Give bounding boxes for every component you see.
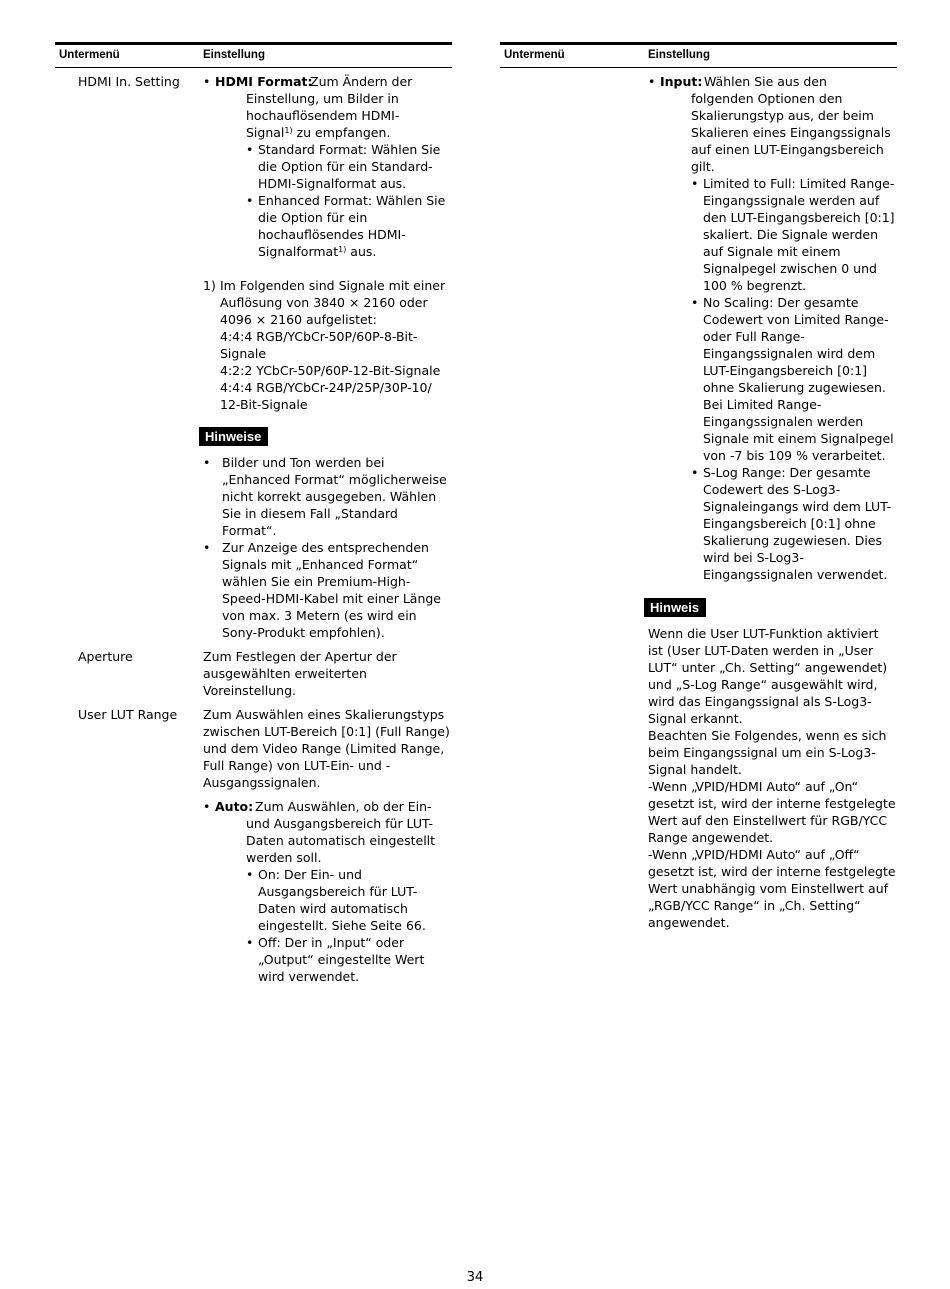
- list-item-on: • On: Der Ein- und Ausgangsbereich für LUT-Daten wird automatisch eingestellt. Siehe Seite 66.: [246, 867, 426, 933]
- footnote-line1: 4:4:4 RGB/YCbCr-50P/60P-8-Bit-Signale: [220, 329, 418, 361]
- submenu-aperture: Aperture: [78, 649, 133, 664]
- list-item-off: • Off: Der in „Input“ oder „Output“ eingestellte Wert wird verwendet.: [246, 935, 425, 984]
- table-row-aperture: [55, 648, 452, 699]
- list-item-input: • Input: Wählen Sie aus den folgenden Optionen den Skalierungstyp aus, der beim Skalieren eines Eingangssignals auf einen LUT-Eingangsbereich gilt.: [648, 73, 897, 175]
- hdmi-format-line2: Einstellung, um Bilder in: [246, 91, 399, 106]
- hdmi-format-line4: Signal$^{1)}$ zu empfangen.: [246, 125, 391, 140]
- table-header: [55, 42, 452, 68]
- term-input: Input:: [660, 74, 703, 89]
- setting-hdmi: [203, 73, 452, 641]
- page-number: 34: [466, 1270, 484, 1285]
- table-row-user-lut: [55, 706, 452, 985]
- setting-user-lut: [203, 706, 452, 985]
- input-rest: folgenden Optionen den Skalierungstyp aus, der beim Skalieren eines Eingangssignals auf einen LUT-Eingangsbereich gilt.: [691, 91, 891, 174]
- standard-format-text: Standard Format: Wählen Sie die Option für ein Standard-HDMI-Signalformat aus.: [258, 142, 441, 191]
- note-paragraph: -Wenn „VPID/HDMI Auto“ auf „Off“ gesetzt ist, wird der interne festgelegte Wert unabhängig vom Einstellwert auf „RGB/YCC Range“ in „Ch. Setting“ angewendet.: [648, 847, 896, 930]
- footnote-text: Im Folgenden sind Signale mit einer Auflösung von 3840 × 2160 oder 4096 × 2160 aufgelistet:: [220, 278, 446, 327]
- table-header: [500, 42, 897, 68]
- list-item-no-scaling: • No Scaling: Der gesamte Codewert von Limited Range- oder Full Range-Eingangssignalen wird dem LUT-Eingangsbereich [0:1] ohne Skalierung zugewiesen. Bei Limited Range-Eingangssignalen werden Signale mit einem Signalpegel von -7 bis 109 % verarbeitet.: [691, 295, 894, 463]
- list-item-standard-format: • Standard Format: Wählen Sie die Option für ein Standard-HDMI-Signalformat aus.: [246, 142, 441, 191]
- hdmi-format-line1: Zum Ändern der: [310, 74, 413, 89]
- left-column: [55, 42, 452, 985]
- term-hdmi-format: HDMI Format:: [215, 74, 313, 89]
- setting-user-lut-cont: [648, 73, 897, 931]
- submenu-user-lut: User LUT Range: [78, 707, 178, 722]
- input-line1: Wählen Sie aus den: [704, 74, 827, 89]
- header-submenu: Untermenü: [59, 49, 120, 61]
- hdmi-format-line3: hochauflösendem HDMI-: [246, 108, 400, 123]
- list-item-hdmi-format: • HDMI Format: Zum Ändern der Einstellung, um Bilder in hochauflösendem HDMI- Signal$^{1)}$ zu empfangen.: [203, 73, 452, 141]
- submenu-hdmi: HDMI In. Setting: [78, 74, 180, 89]
- list-item-slog-range: • S-Log Range: Der gesamte Codewert des S-Log3-Signaleingangs wird dem LUT-Eingangsbereich [0:1] ohne Skalierung zugewiesen. Dies wird bei S-Log3-Eingangssignalen verwendet.: [691, 465, 892, 582]
- header-setting: Einstellung: [203, 49, 265, 61]
- setting-aperture: Zum Festlegen der Apertur der ausgewählten erweiterten Voreinstellung.: [203, 649, 397, 698]
- auto-rest: und Ausgangsbereich für LUT-Daten automatisch eingestellt werden soll.: [246, 816, 436, 865]
- enhanced-format-text: Enhanced Format: Wählen Sie die Option für ein hochauflösendes HDMI-Signalformat: [258, 193, 446, 259]
- list-item-auto: • Auto: Zum Auswählen, ob der Ein- und Ausgangsbereich für LUT-Daten automatisch eingestellt werden soll.: [203, 798, 452, 866]
- auto-line1: Zum Auswählen, ob der Ein-: [255, 799, 432, 814]
- right-column: [500, 42, 897, 931]
- header-submenu: Untermenü: [504, 49, 565, 61]
- footnote-line3: 4:4:4 RGB/YCbCr-24P/25P/30P-10/ 12-Bit-Signale: [220, 380, 432, 412]
- header-setting: Einstellung: [648, 49, 710, 61]
- table-row-user-lut-cont: [500, 73, 897, 931]
- footnote-1: 1) Im Folgenden sind Signale mit einer Auflösung von 3840 × 2160 oder 4096 × 2160 aufgelistet: 4:4:4 RGB/YCbCr-50P/60P-8-Bit-Signale 4:2:2 YCbCr-50P/60P-12-Bit-Signale 4:4:4 RGB/YCbCr-24P/25P/30P-10/ 12-Bit-Signale: [203, 278, 446, 412]
- footnote-line2: 4:2:2 YCbCr-50P/60P-12-Bit-Signale: [220, 363, 441, 378]
- term-auto: Auto:: [215, 799, 254, 814]
- note-item: • Zur Anzeige des entsprechenden Signals mit „Enhanced Format“ wählen Sie ein Premium-High-Speed-HDMI-Kabel mit einer Länge von max. 3 Metern (es wird ein Sony-Produkt empfohlen).: [203, 540, 441, 640]
- note-heading: Hinweis: [644, 598, 706, 617]
- note-item: • Bilder und Ton werden bei „Enhanced Format“ möglicherweise nicht korrekt ausgegeben. Wählen Sie in diesem Fall „Standard Format“.: [203, 455, 447, 538]
- notes-heading: Hinweise: [199, 427, 268, 446]
- list-item-enhanced-format: • Enhanced Format: Wählen Sie die Option für ein hochauflösendes HDMI-Signalformat$^{1)}$ aus.: [246, 193, 446, 259]
- user-lut-description: Zum Auswählen eines Skalierungstyps zwischen LUT-Bereich [0:1] (Full Range) und dem Video Range (Limited Range, Full Range) von LUT-Ein- und -Ausgangssignalen.: [203, 707, 450, 790]
- note-body: [648, 625, 897, 931]
- list-item-limited-to-full: • Limited to Full: Limited Range-Eingangssignale werden auf den LUT-Eingangsbereich [0:1] skaliert. Die Signale werden auf Signale mit einem Signalpegel zwischen 0 und 100 % begrenzt.: [691, 176, 895, 293]
- note-paragraph: -Wenn „VPID/HDMI Auto“ auf „On“ gesetzt ist, wird der interne festgelegte Wert auf den Einstellwert für RGB/YCC Range angewendet.: [648, 779, 896, 845]
- note-paragraph: Wenn die User LUT-Funktion aktiviert ist (User LUT-Daten werden in „User LUT“ unter „Ch. Setting“ angewendet) und „S-Log Range“ ausgewählt wird, wird das Eingangssignal als S-Log3-Signal erkannt.: [648, 626, 888, 726]
- note-paragraph: Beachten Sie Folgendes, wenn es sich beim Eingangssignal um ein S-Log3-Signal handelt.: [648, 728, 887, 777]
- table-row-hdmi: [55, 73, 452, 641]
